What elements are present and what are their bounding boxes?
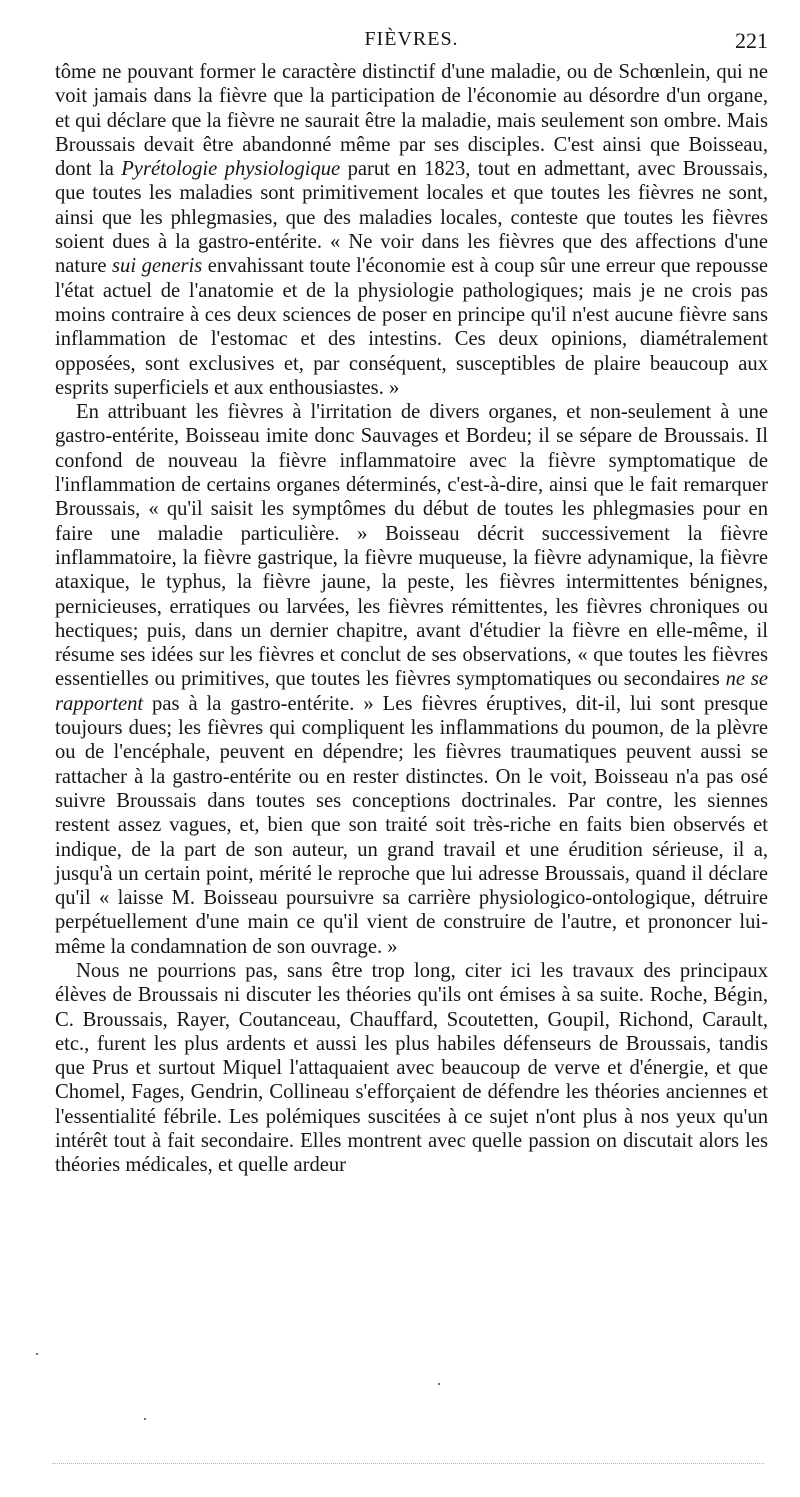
bottom-rule [52,1463,764,1464]
running-head [55,28,768,58]
print-speck [144,1418,146,1420]
print-speck [438,1383,440,1385]
text-run: parut en 1823, tout en admettant, avec Broussais, que toutes les maladies sont primitivement locales et que toutes les fièvres ne sont, ainsi que les phlegmasies, que des maladies locales, conteste que toutes les fièvres soient dues à la gastro-entérite. « Ne voir dans les fièvres que des affections d'une nature [55,158,768,278]
running-title: FIÈVRES. [364,28,459,50]
body-text [55,60,768,1178]
text-run: tôme ne pouvant former le caractère distinctif d'une maladie, ou de Schœnlein, qui ne voit jamais dans la fièvre que la participation de l'économie au désordre d'un organe, et qui déclare que la fièvre ne saurait être la maladie, mais seulement son ombre. Mais Broussais devait être abandonné même par ses disciples. C'est ainsi que Boisseau, dont la [55,61,768,181]
paragraph-2 [55,400,768,959]
text-run: Nous ne pourrions pas, sans être trop long, citer ici les travaux des principaux élèves de Broussais ni discuter les théories qu'ils ont émises à sa suite. Roche, Bégin, C. Broussais, Rayer, Coutanceau, Chauffard, Scoutetten, Goupil, Richond, Carault, etc., furent les plus ardents et aussi les plus habiles défenseurs de Broussais, tandis que Prus et surtout Miquel l'attaquaient avec beaucoup de verve et d'énergie, et que Chomel, Fages, Gendrin, Collineau s'efforçaient de défendre les théories anciennes et l'essentialité fébrile. Les polémiques suscitées à ce sujet n'ont plus à nos yeux qu'un intérêt tout à fait secondaire. Elles montrent avec quelle passion on discutait alors les théories médicales, et quelle ardeur [55,959,768,1177]
italic-run: ne se rapportent [55,668,768,715]
text-run: En attribuant les fièvres à l'irritation de divers organes, et non-seulement à une gastro-entérite, Boisseau imite donc Sauvages et Bordeu; il se sépare de Broussais. Il confond de nouveau la fièvre inflammatoire avec la fièvre symptomatique de l'inflammation de certains organes déterminés, c'est-à-dire, ainsi que le fait remarquer Broussais, « qu'il saisit les symptômes du début de toutes les phlegmasies pour en faire une maladie particulière. » Boisseau décrit successivement la fièvre inflammatoire, la fièvre gastrique, la fièvre muqueuse, la fièvre adynamique, la fièvre ataxique, le typhus, la fièvre jaune, la peste, les fièvres intermittentes bénignes, pernicieuses, erratiques ou larvées, les fièvres rémittentes, les fièvres chroniques ou hectiques; puis, dans un dernier chapitre, avant d'étudier la fièvre en elle-même, il résume ses idées sur les fièvres et conclut de ses observations, « que toutes les fièvres essentielles ou primitives, que toutes les fièvres symptomatiques ou secondaires [55,401,768,691]
italic-run: Pyrétologie physiologique [121,158,341,181]
print-speck [36,1353,38,1355]
text-run: envahissant toute l'économie est à coup sûr une erreur que repousse l'état actuel de l'anatomie et de la physiologie pathologiques; mais je ne crois pas moins contraire à ces deux sciences de poser en principe qu'il n'est aucune fièvre sans inflammation de l'estomac et des intestins. Ces deux opinions, diamétralement opposées, sont exclusives et, par conséquent, susceptibles de plaire beaucoup aux esprits superficiels et aux enthousiastes. » [55,255,768,399]
paragraph-3 [55,959,768,1178]
page-number: 221 [735,28,768,53]
paragraph-1 [55,60,768,400]
text-run: pas à la gastro-entérite. » Les fièvres éruptives, dit-il, lui sont presque toujours dues; les fièvres qui compliquent les inflammations du poumon, de la plèvre ou de l'encéphale, peuvent en dépendre; les fièvres traumatiques peuvent aussi se rattacher à la gastro-entérite ou en rester distinctes. On le voit, Boisseau n'a pas osé suivre Broussais dans toutes ses conceptions doctrinales. Par contre, les siennes restent assez vagues, et, bien que son traité soit très-riche en faits bien observés et indique, de la part de son auteur, un grand travail et une érudition sérieuse, il a, jusqu'à un certain point, mérité le reproche que lui adresse Broussais, quand il déclare qu'il « laisse M. Boisseau poursuivre sa carrière physiologico-ontologique, détruire perpétuellement d'une main ce qu'il vient de construire de l'autre, et prononcer lui-même la condamnation de son ouvrage. » [55,692,768,958]
italic-run: sui generis [112,255,203,278]
